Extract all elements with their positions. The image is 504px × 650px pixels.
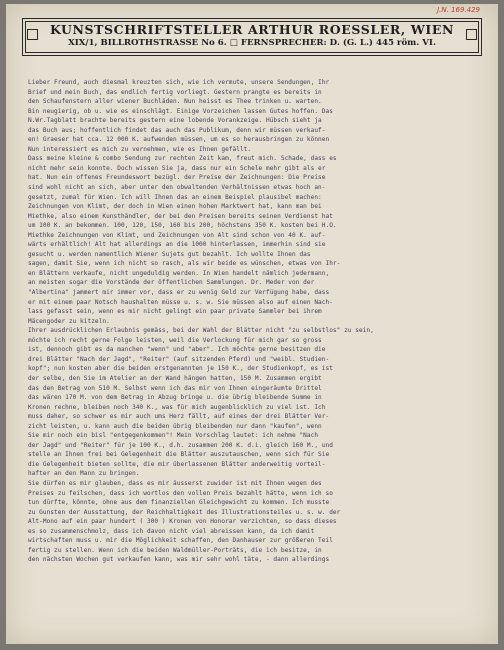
letter-sheet — [6, 4, 498, 644]
letter-line: den nächsten Wochen gut verkaufen kann, was mir sehr wohl täte, - dann allerdings — [28, 556, 330, 564]
letter-line: Alt-Mono auf ein paar hundert ( 300 ) Kronen von Honorar verzichten, so dass dieses — [28, 518, 337, 526]
letter-line: der Jagd" und "Reiter" für je 100 K., d.h. zusammen 200 K. d.i. gleich 160 M., und — [28, 441, 333, 449]
letter-line: er mit einem paar Notsch haushalten müsse u. s. w. Sie müssen also auf einen Nach- — [28, 298, 333, 306]
letter-line: Miethke, also einem Kunsthändler, der bei den Preisen bereits seinen Verdienst hat — [28, 212, 333, 220]
letter-line: an meisten sogar die Vorstände der öffentlichen Sammlungen. Dr. Meder von der — [28, 279, 315, 287]
letter-line: Sie dürfen es mir glauben, dass es mir äusserst zuwider ist mit Ihnen wegen des — [28, 479, 322, 487]
letter-line: en Blättern verkaufe, nicht ungeduldig werden. In Wien handelt nämlich jedermann, — [28, 269, 330, 277]
letter-line: kopf"; nun kosten aber die beiden erstgenannten je 150 K., der Studienkopf, es ist — [28, 365, 333, 373]
letter-line: es so zusammenschmolz, dass ich davon nicht viel abreissen kann, da ich damit — [28, 527, 315, 535]
letter-line: Mäcengoder zu kitzeln. — [28, 317, 110, 325]
letter-line: drei Blätter "Nach der Jagd", "Reiter" (auf sitzenden Pferd) und "weibl. Studien- — [28, 355, 330, 363]
letter-line: fertig zu stellen. Wenn ich die beiden Waldmüller-Porträts, die ich besitze, in — [28, 546, 322, 554]
letter-line: "Albertina" jammert mir immer vor, dass er zu wenig Geld zur Verfügung habe, dass — [28, 289, 330, 297]
letter-line: möchte ich recht gerne Folge leisten, weil die Verlockung für mich gar so gross — [28, 336, 322, 344]
letter-line: gesucht u. werden namentlich Wiener Sujets gut bezahlt. Ich wollte Ihnen das — [28, 250, 311, 258]
letterhead-square-left — [27, 29, 38, 40]
letterhead-title: KUNSTSCHRIFTSTELLER ARTHUR ROESSLER, WIEN — [49, 22, 455, 37]
letter-line: tun dürfte, könnte, ohne aus dem finanziellen Gleichgewicht zu kommen. Ich musste — [28, 499, 330, 507]
letter-line: zu Gunsten der Ausstattung, der Reichhaltigkeit des Illustrationsteiles u. s. w. der — [28, 508, 341, 516]
letter-line: muss daher, so schwer es mir auch ums Herz fällt, auf eines der drei Blätter Ver- — [28, 413, 330, 421]
letter-line: stelle an Ihnen frei bei Gelegenheit die Blätter auszutauschen, wenn sich für Sie — [28, 451, 330, 459]
letter-line: lass gefasst sein, wenn es mir nicht gelingt ein paar private Sammler bei ihrem — [28, 308, 322, 316]
letterhead-address: XIX/1, BILLROTHSTRASSE No 6. □ FERNSPRECHER: D. (G. L.) 445 röm. VI. — [68, 38, 436, 48]
letter-line: Preises zu feilschen, dass ich wortlos den vollen Preis bezahlt hätte, wenn ich so — [28, 489, 333, 497]
letter-line: sagen, damit Sie, wenn ich nicht so rasch, als wir beide es wünschen, etwas von Ihr- — [28, 260, 341, 268]
archive-mark: J.N. 169.429 — [437, 6, 480, 14]
letter-body — [28, 78, 486, 565]
letter-line: Zeichnungen von Klimt, der doch in Wien einen hohen Marktwert hat, kann man bei — [28, 203, 322, 211]
letter-line: den Schaufenstern aller wiener Buchläden. Nun heisst es Thee trinken u. warten. — [28, 98, 322, 106]
letterhead-square-right — [466, 29, 477, 40]
letter-line: Sie mir noch ein bisl "entgegenkommen"! Mein Vorschlag lautet: ich nehme "Nach — [28, 432, 319, 440]
letter-line: die Gelegenheit bieten sollte, die mir überlassenen Blätter anderweitig vorteil- — [28, 460, 326, 468]
letter-line: Nun interessiert es mich zu vernehmen, wie es Ihnen gefällt. — [28, 145, 252, 153]
letter-line: ist, dennoch gibt es da manchen "wenn" und "aber". Ich möchte gerne besitzen die — [28, 346, 326, 354]
letter-line: der selbe, den Sie im Atelier an der Wand hängen hatten, 150 M. Zusammen ergibt — [28, 374, 322, 382]
letter-line: um 100 K. an bekommen. 100, 120, 150, 160 bis 200, höchstens 350 K. kosten bei H.O. — [28, 222, 337, 230]
letter-line: Dass meine kleine & combo Sendung zur rechten Zeit kam, freut mich. Schade, dass es — [28, 155, 337, 163]
letter-line: das Buch aus; hoffentlich findet das auch das Publikum, denn wir müssen verkauf- — [28, 126, 326, 134]
letter-line: Bin neugierig, ob u. wie es einschlägt. Einige Vorzeichen lassen Gutes hoffen. Das — [28, 107, 333, 115]
letter-line: nicht mehr sein konnte. Doch wissen Sie ja, dass nur ein Schele mehr gibt als er — [28, 164, 326, 172]
letter-line: Ihrer ausdrücklichen Erlaubnis gemäss, bei der Wahl der Blätter nicht "zu selbstlos" zu sein, — [28, 327, 374, 335]
letter-line: gesetzt, zumal für Wien. Ich will Ihnen das an einem Beispiel plausibel machen: — [28, 193, 322, 201]
letter-line: das den Betrag von 510 M. Selbst wenn ich das mir von Ihnen eingeräumte Drittel — [28, 384, 322, 392]
letter-line: sind wohl nicht an sich, aber unter den obwaltenden Verhältnissen etwas hoch an- — [28, 184, 326, 192]
letter-line: das wären 170 M. von dem Betrag in Abzug bringe u. die übrig bleibende Summe in — [28, 394, 322, 402]
letter-line: Kronen rechne, bleiben noch 340 K., was für mich augenblicklich zu viel ist. Ich — [28, 403, 326, 411]
letter-line: wirtschaften muss u. mir die Möglichkeit schaffen, den Danhauser zur größeren Teil — [28, 537, 333, 545]
letter-line: N.Wr.Tagblatt brachte bereits gestern eine lobende Vorankzeige. Hübsch sieht ja — [28, 117, 322, 125]
letter-line: hafter an den Mann zu bringen. — [28, 470, 140, 478]
letter-line: wärts erhältlich! Alt hat allerdings an die 1000 hinterlassen, immerhin sind sie — [28, 241, 326, 249]
letter-line: zicht leisten, u. kann auch die beiden übrig bleibenden nur dann "kaufen", wenn — [28, 422, 322, 430]
letter-line: Brief und mein Buch, das endlich fertig vorliegt. Gestern prangte es bereits in — [28, 88, 322, 96]
letter-line: en! Graeser hat cca. 12 000 K. aufwenden müssen, um es so herausbringen zu können — [28, 136, 330, 144]
letter-line: Miethke Zeichnungen von Klimt, und Zeichnungen von Alt sind schon von 40 K. auf- — [28, 231, 326, 239]
letterhead — [22, 18, 482, 56]
letter-line: Lieber Freund, auch diesmal kreuzten sich, wie ich vermute, unsere Sendungen, Ihr — [28, 79, 330, 86]
letter-line: hat. Nun ein offenes Freundeswort bezügl. der Preise der Zeichnungen: Die Preise — [28, 174, 326, 182]
